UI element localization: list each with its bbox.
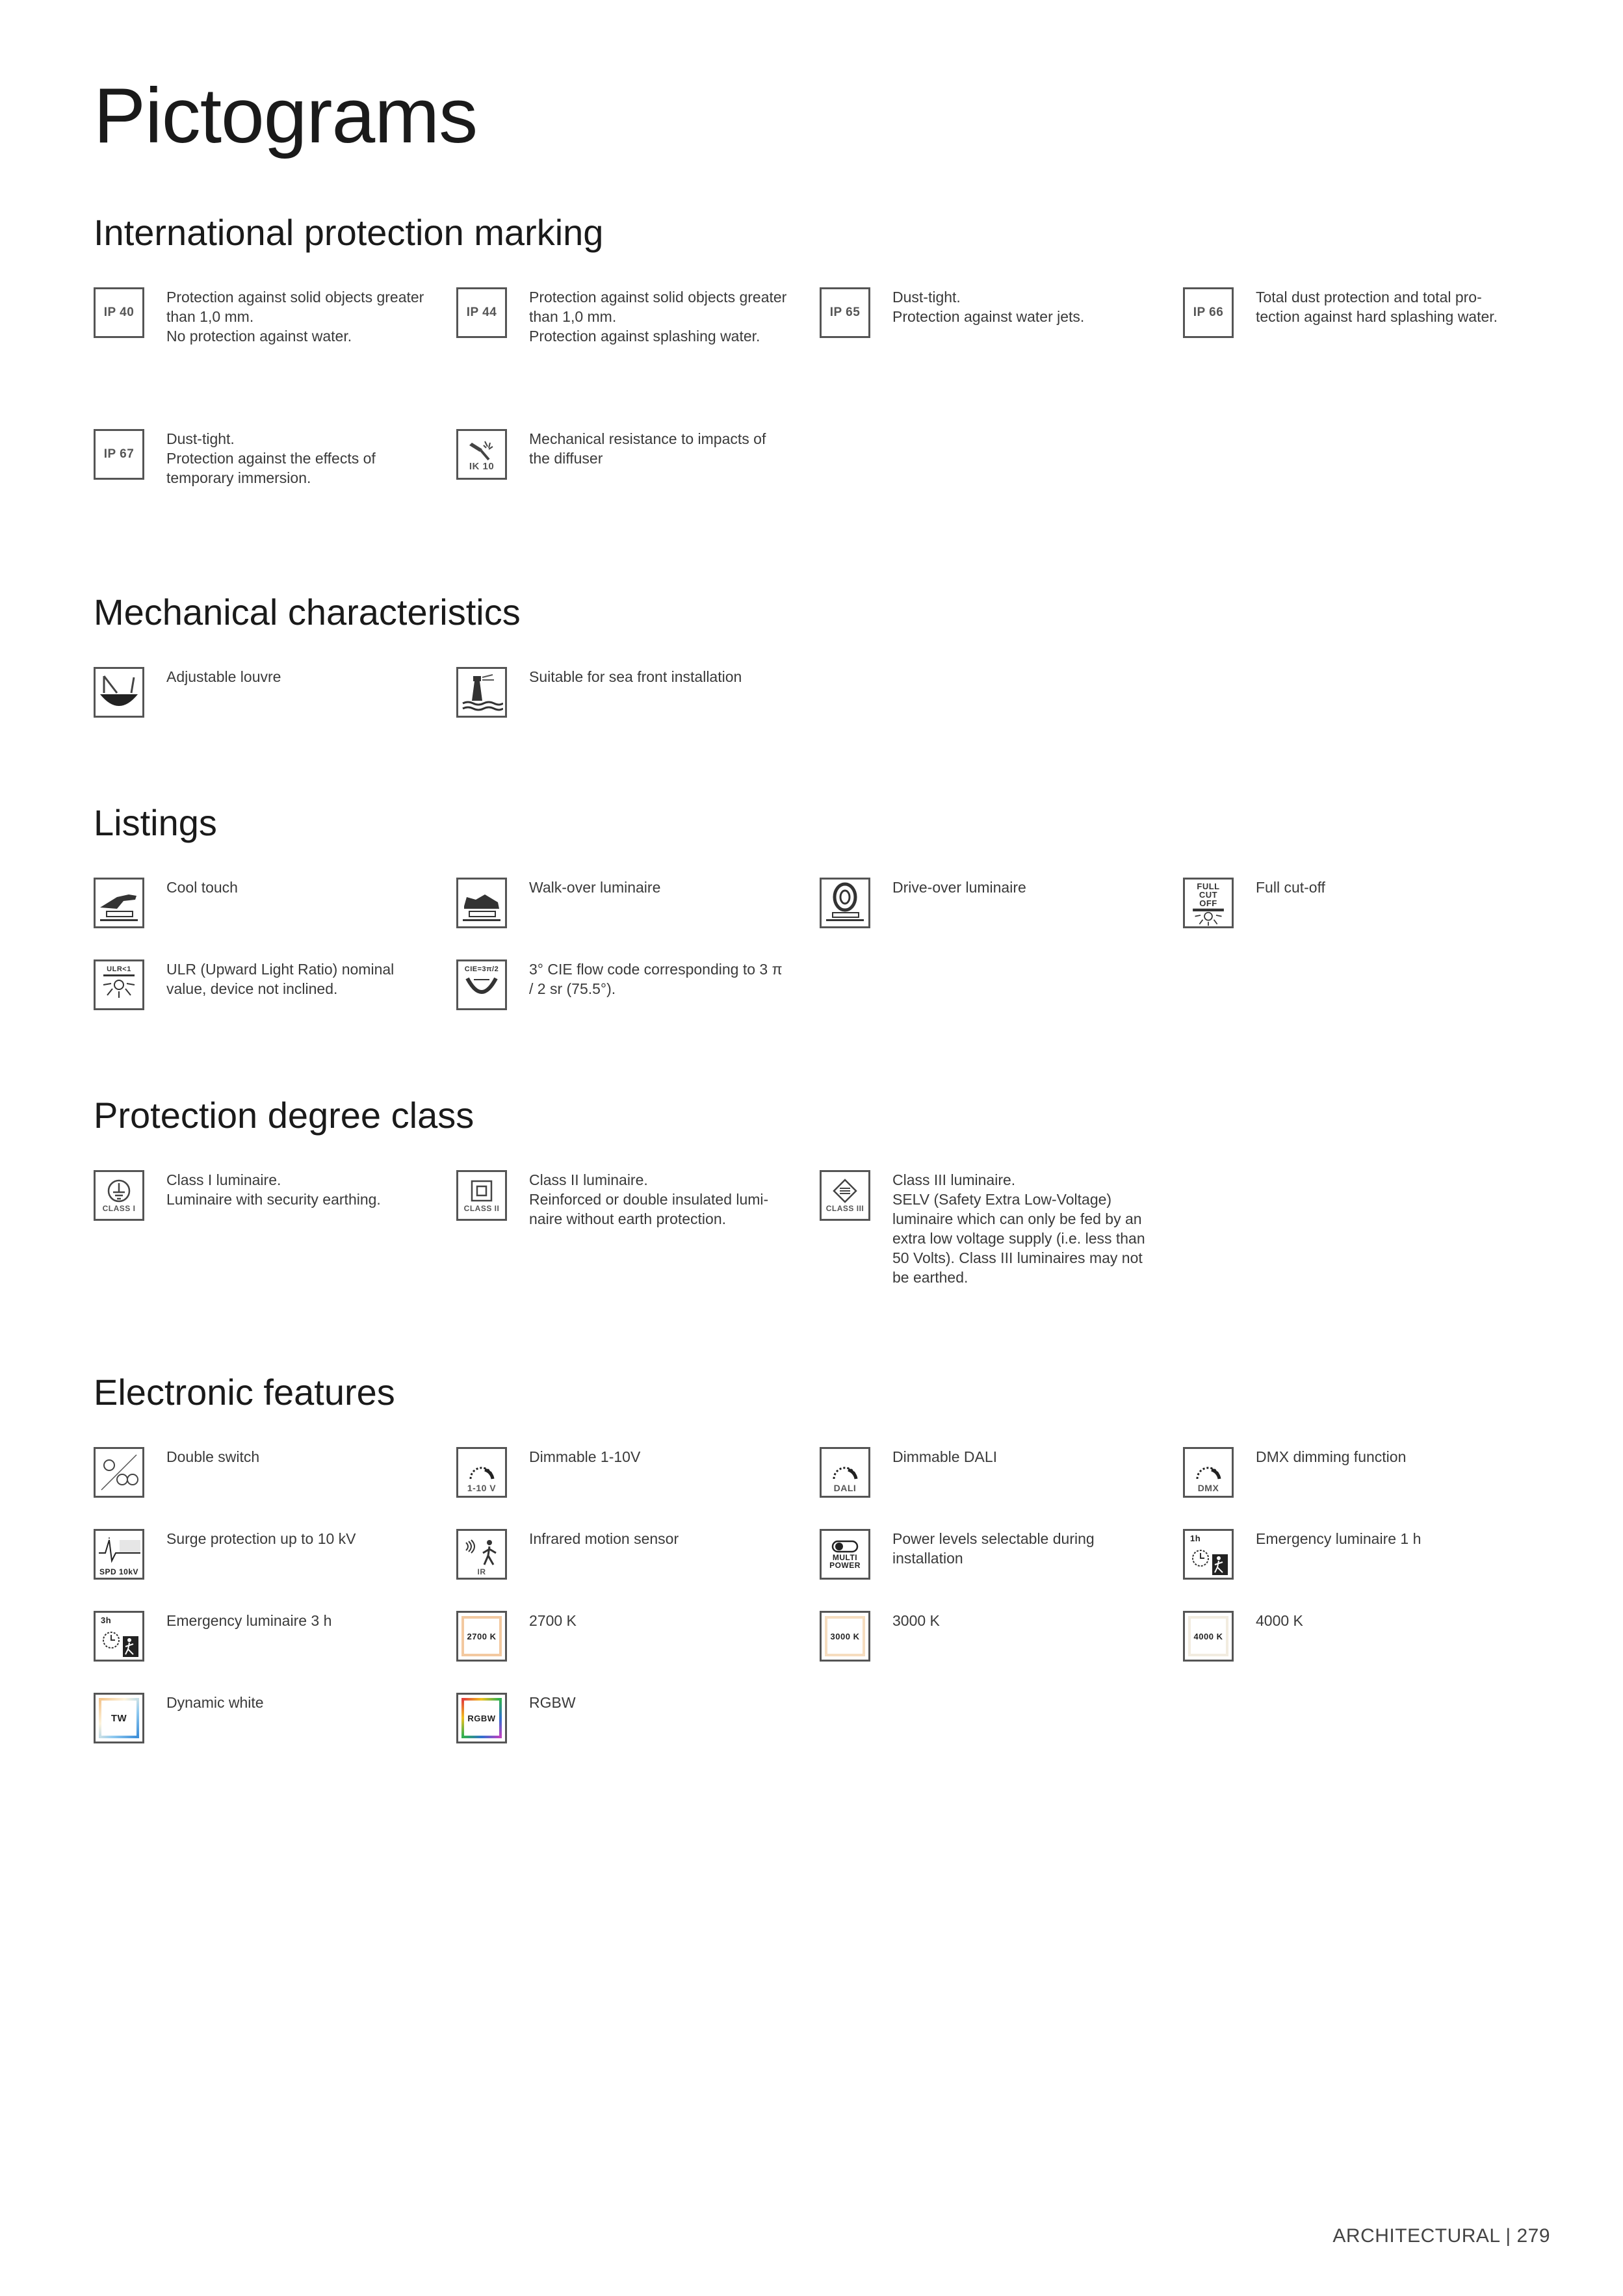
pictogram-description: Adjustable louvre	[166, 668, 281, 685]
pictogram-description: Emergency luminaire 3 h	[166, 1612, 332, 1629]
pictogram-description: 2700 K	[529, 1612, 577, 1629]
color-temperature-frame: 4000 K	[1188, 1616, 1228, 1656]
pictogram-description: Walk-over luminaire	[529, 879, 661, 896]
selv-diamond-icon: CLASS III	[820, 1170, 870, 1221]
cie-flow-icon: CIE=3π/2	[456, 959, 507, 1010]
color-temperature-icon	[456, 1611, 507, 1662]
dali-dimmer-icon: DALI	[820, 1447, 870, 1498]
full-cut-off-icon: FULL CUT OFF	[1183, 878, 1234, 928]
motion-sensor-icon: IR	[456, 1529, 507, 1580]
adjustable-louvre-icon	[94, 667, 144, 718]
pictogram-description: Dimmable 1-10V	[529, 1448, 641, 1465]
pictogram-description: Suitable for sea front installation	[529, 668, 742, 685]
pictogram-description: Class II luminaire. Reinforced or double insulated lumi- naire without earth protection.	[529, 1171, 769, 1227]
pictogram-description: 3000 K	[892, 1612, 940, 1629]
tunable-white-icon	[94, 1693, 144, 1743]
impact-hammer-icon: IK 10	[456, 429, 507, 480]
pictogram-description: 3° CIE flow code corresponding to 3 π / 2 sr (75.5°).	[529, 961, 783, 997]
dimmer-icon: 1-10 V	[456, 1447, 507, 1498]
tire-icon	[820, 878, 870, 928]
pictogram-description: Infrared motion sensor	[529, 1530, 679, 1547]
pictogram-description: RGBW	[529, 1694, 576, 1711]
ulr-icon: ULR<1	[94, 959, 144, 1010]
pictogram-description: Dynamic white	[166, 1694, 264, 1711]
pictogram-description: Dimmable DALI	[892, 1448, 998, 1465]
page-footer: ARCHITECTURAL | 279	[1332, 2225, 1550, 2247]
color-temperature-frame: 3000 K	[825, 1616, 865, 1656]
pictogram-description: Class III luminaire. SELV (Safety Extra Low-Voltage) luminaire which can only be fed by an extra low voltage supply (i.e. less than 50 Volts). Class III luminaires may not be earthed.	[892, 1171, 1145, 1286]
pictogram-description: Double switch	[166, 1448, 260, 1465]
section-title-listings: Listings	[94, 802, 217, 843]
ip66-icon: IP 66	[1183, 287, 1234, 338]
pictogram-description: Dust-tight. Protection against water jets.	[892, 289, 1085, 325]
gradient-frame: RGBW	[461, 1698, 502, 1738]
pictogram-description: Surge protection up to 10 kV	[166, 1530, 356, 1547]
pictogram-description: Mechanical resistance to impacts of the diffuser	[529, 430, 766, 467]
pictogram-description: DMX dimming function	[1256, 1448, 1407, 1465]
earth-ground-icon: CLASS I	[94, 1170, 144, 1221]
pictogram-description: Power levels selectable during installation	[892, 1530, 1095, 1567]
pictogram-description: 4000 K	[1256, 1612, 1303, 1629]
dmx-dimmer-icon: DMX	[1183, 1447, 1234, 1498]
lighthouse-icon	[456, 667, 507, 718]
pictogram-description: Dust-tight. Protection against the effects of temporary immersion.	[166, 430, 376, 486]
emergency-exit-icon: 1h	[1183, 1529, 1234, 1580]
surge-icon: SPD 10kV	[94, 1529, 144, 1580]
double-insulation-icon: CLASS II	[456, 1170, 507, 1221]
toggle-switch-icon: MULTI POWER	[820, 1529, 870, 1580]
shoe-icon	[456, 878, 507, 928]
pictogram-description: Protection against solid objects greater than 1,0 mm. No protection against water.	[166, 289, 424, 345]
color-temperature-icon	[820, 1611, 870, 1662]
pictogram-description: Drive-over luminaire	[892, 879, 1026, 896]
pictogram-description: Total dust protection and total pro- tection against hard splashing water.	[1256, 289, 1498, 325]
ip44-icon: IP 44	[456, 287, 507, 338]
pictogram-description: Protection against solid objects greater than 1,0 mm. Protection against splashing water.	[529, 289, 787, 345]
pictogram-description: ULR (Upward Light Ratio) nominal value, device not inclined.	[166, 961, 395, 997]
ip67-icon: IP 67	[94, 429, 144, 480]
section-title-electronic: Electronic features	[94, 1372, 395, 1413]
section-title-mechanical: Mechanical characteristics	[94, 592, 521, 633]
pictogram-description: Full cut-off	[1256, 879, 1325, 896]
pictogram-description: Emergency luminaire 1 h	[1256, 1530, 1422, 1547]
color-temperature-icon	[1183, 1611, 1234, 1662]
color-temperature-frame: 2700 K	[461, 1616, 502, 1656]
page-title: Pictograms	[94, 72, 478, 159]
ip40-icon: IP 40	[94, 287, 144, 338]
gradient-frame: TW	[99, 1698, 139, 1738]
double-switch-icon	[94, 1447, 144, 1498]
rgbw-icon	[456, 1693, 507, 1743]
section-title-ip: International protection marking	[94, 212, 604, 253]
pictogram-description: Class I luminaire. Luminaire with security earthing.	[166, 1171, 381, 1208]
emergency-exit-icon: 3h	[94, 1611, 144, 1662]
section-title-protection: Protection degree class	[94, 1095, 474, 1136]
ip65-icon: IP 65	[820, 287, 870, 338]
hand-touch-icon	[94, 878, 144, 928]
pictogram-description: Cool touch	[166, 879, 238, 896]
